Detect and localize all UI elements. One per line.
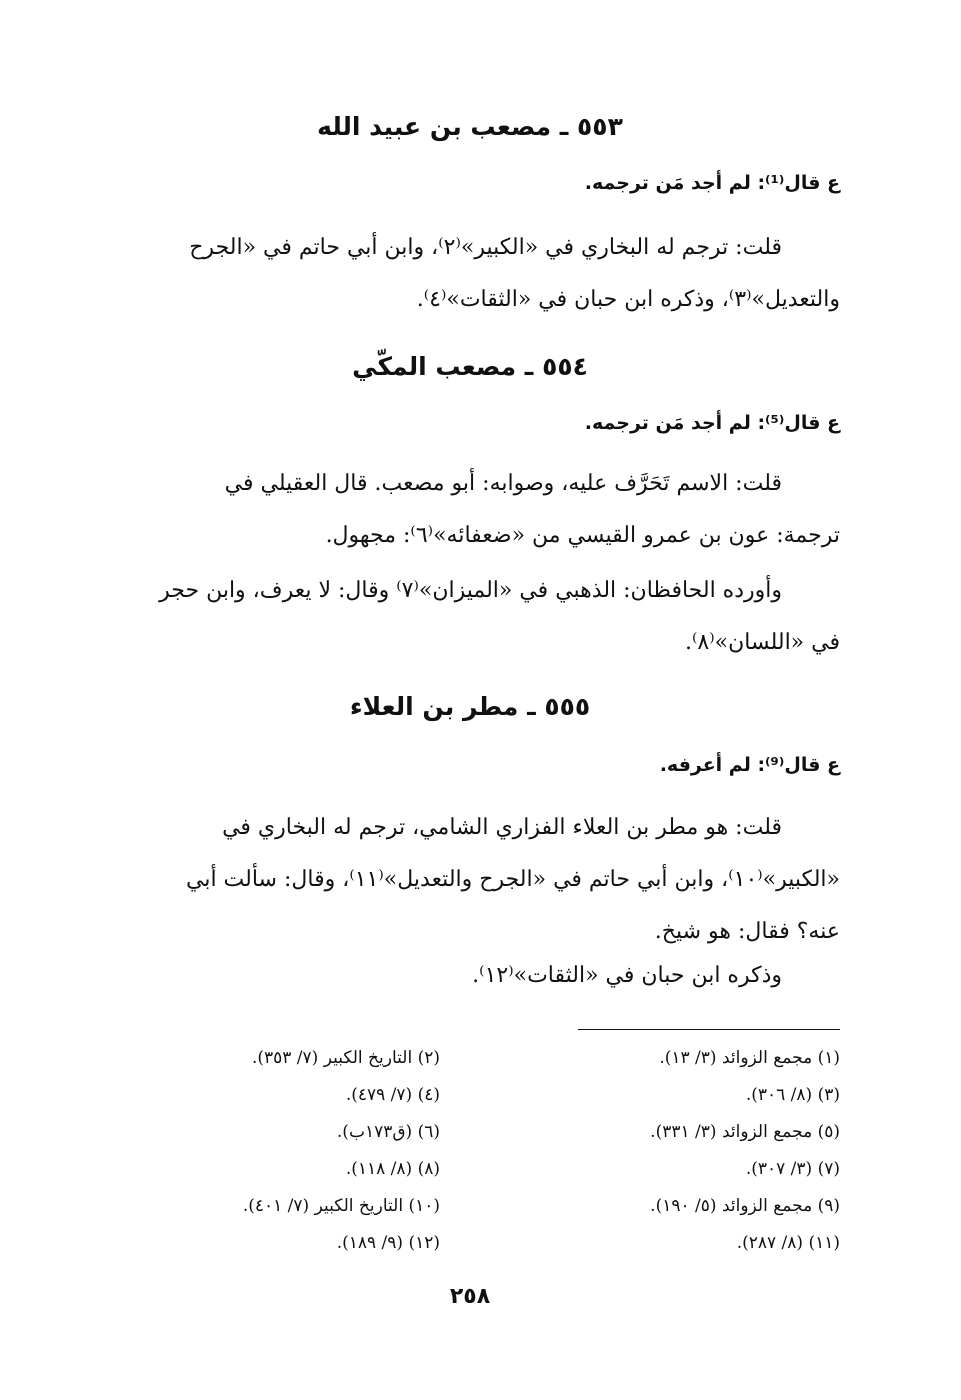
paragraph-line: والتعديل»⁽٣⁾، وذكره ابن حبان في «الثقات»⁽٤⁾. bbox=[416, 287, 840, 312]
footnote-4: (٤) (٧/ ٤٧٩). bbox=[345, 1085, 440, 1105]
entry-paragraph bbox=[100, 458, 840, 562]
footnote-7: (٧) (٣/ ٣٠٧). bbox=[745, 1159, 840, 1179]
footnote-6: (٦) (ق١٧٣ب). bbox=[336, 1122, 440, 1142]
footnote-12: (١٢) (٩/ ١٨٩). bbox=[336, 1233, 440, 1253]
entry-quote-555: ع قال⁽⁹⁾: لم أعرفه. bbox=[659, 754, 840, 776]
paragraph-line: «الكبير»⁽١٠⁾، وابن أبي حاتم في «الجرح والتعديل»⁽١١⁾، وقال: سألت أبي bbox=[185, 867, 840, 892]
paragraph-line: قلت: ترجم له البخاري في «الكبير»⁽٢⁾، وابن أبي حاتم في «الجرح bbox=[189, 235, 782, 260]
paragraph-line: قلت: هو مطر بن العلاء الفزاري الشامي، ترجم له البخاري في bbox=[222, 815, 782, 840]
paragraph-line: عنه؟ فقال: هو شيخ. bbox=[654, 919, 840, 944]
footnote-separator bbox=[578, 1029, 840, 1030]
paragraph-line: في «اللسان»⁽٨⁾. bbox=[685, 630, 840, 655]
entry-paragraph bbox=[100, 950, 840, 1002]
entry-paragraph bbox=[100, 222, 840, 326]
footnote-3: (٣) (٨/ ٣٠٦). bbox=[745, 1085, 840, 1105]
entry-heading-555: ٥٥٥ ـ مطر بن العلاء bbox=[349, 692, 591, 721]
footnote-5: (٥) مجمع الزوائد (٣/ ٣٣١). bbox=[650, 1122, 840, 1142]
footnote-9: (٩) مجمع الزوائد (٥/ ١٩٠). bbox=[650, 1196, 840, 1216]
entry-heading-554: ٥٥٤ ـ مصعب المكّي bbox=[352, 352, 588, 381]
footnotes-left-column bbox=[140, 1040, 440, 1262]
paragraph-line: وذكره ابن حبان في «الثقات»⁽١٢⁾. bbox=[472, 963, 782, 988]
footnote-2: (٢) التاريخ الكبير (٧/ ٣٥٣). bbox=[251, 1048, 440, 1068]
entry-paragraph bbox=[100, 802, 840, 958]
book-page bbox=[100, 0, 840, 1400]
entry-quote-554: ع قال⁽⁵⁾: لم أجد مَن ترجمه. bbox=[584, 412, 840, 434]
footnote-1: (١) مجمع الزوائد (٣/ ١٣). bbox=[659, 1048, 840, 1068]
paragraph-line: ترجمة: عون بن عمرو القيسي من «ضعفائه»⁽٦⁾: مجهول. bbox=[325, 523, 840, 548]
paragraph-line: وأورده الحافظان: الذهبي في «الميزان»⁽٧⁾ وقال: لا يعرف، وابن حجر bbox=[159, 578, 782, 603]
footnote-10: (١٠) التاريخ الكبير (٧/ ٤٠١). bbox=[242, 1196, 440, 1216]
paragraph-line: قلت: الاسم تَحَرَّف عليه، وصوابه: أبو مصعب. قال العقيلي في bbox=[224, 471, 782, 496]
footnotes-right-column bbox=[540, 1040, 840, 1262]
entry-quote-553: ع قال⁽¹⁾: لم أجد مَن ترجمه. bbox=[584, 172, 840, 194]
footnote-11: (١١) (٨/ ٢٨٧). bbox=[736, 1233, 840, 1253]
entry-paragraph bbox=[100, 565, 840, 669]
entry-heading-553: ٥٥٣ ـ مصعب بن عبيد الله bbox=[317, 112, 623, 141]
page-number: ٢٥٨ bbox=[449, 1284, 491, 1309]
footnote-8: (٨) (٨/ ١١٨). bbox=[345, 1159, 440, 1179]
